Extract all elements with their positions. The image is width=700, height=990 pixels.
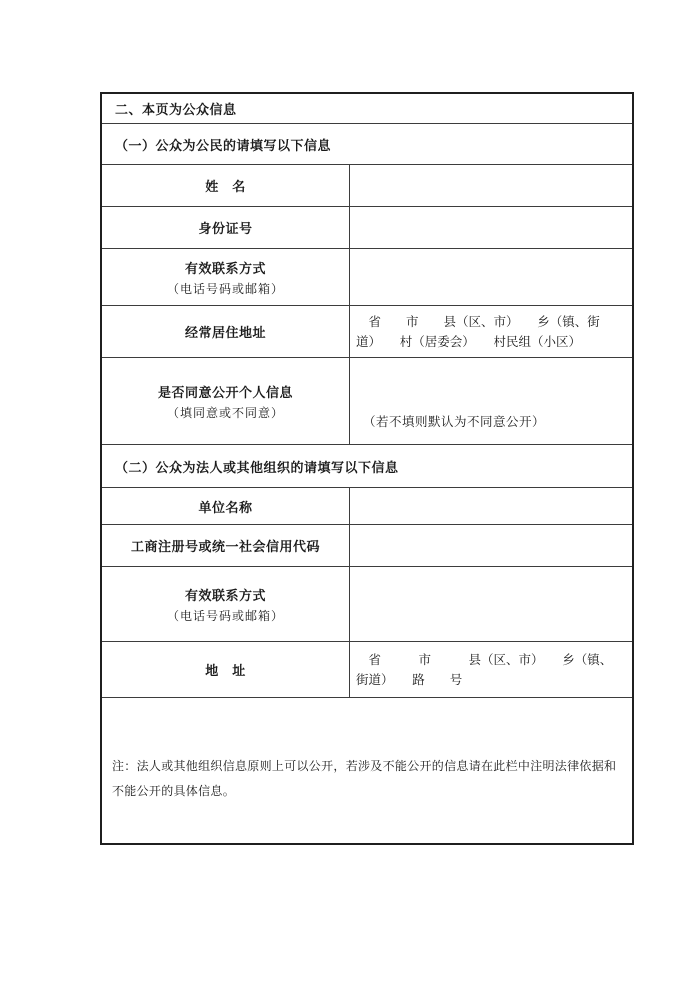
org-address-row — [102, 641, 632, 697]
org-contact-row — [102, 566, 632, 641]
id-number-label: 身份证号 — [198, 221, 253, 236]
id-number-label-cell — [102, 207, 350, 248]
org-address-template-line-1: 省 市 县（区、市） 乡（镇、 — [356, 652, 613, 667]
name-input-cell[interactable] — [350, 165, 632, 206]
residence-address-template-line-2: 道） 村（居委会） 村民组（小区） — [356, 334, 582, 349]
consent-row — [102, 357, 632, 444]
registration-number-row — [102, 524, 632, 566]
org-name-label-cell — [102, 488, 350, 524]
residence-address-row — [102, 305, 632, 357]
page-section-title: 二、本页为公众信息 — [115, 102, 237, 117]
org-contact-sublabel: （电话号码或邮箱） — [166, 608, 284, 623]
consent-label-cell — [102, 358, 350, 444]
org-name-input-cell[interactable] — [350, 488, 632, 524]
citizen-contact-label-cell — [102, 249, 350, 305]
org-name-label: 单位名称 — [198, 499, 253, 515]
residence-address-input-cell[interactable] — [350, 306, 632, 357]
legal-note: 注：法人或其他组织信息原则上可以公开，若涉及不能公开的信息请在此栏中注明法律依据和不能公开的具体信息。 — [112, 759, 617, 798]
name-label: 姓 名 — [205, 179, 246, 194]
org-address-input-cell[interactable] — [350, 642, 632, 697]
page-section-header-row — [102, 94, 632, 123]
consent-default-note: （若不填则默认为不同意公开） — [363, 415, 546, 429]
residence-address-template-line-1: 省 市 县（区、市） 乡（镇、街 — [356, 314, 600, 329]
residence-address-label-cell — [102, 306, 350, 357]
org-contact-label: 有效联系方式 — [184, 587, 266, 603]
id-number-row — [102, 206, 632, 248]
org-address-label-cell — [102, 642, 350, 697]
consent-input-cell[interactable] — [350, 358, 632, 444]
org-address-template-line-2: 街道） 路 号 — [356, 672, 463, 687]
org-address-label: 地 址 — [205, 663, 246, 678]
citizen-contact-sublabel: （电话号码或邮箱） — [166, 281, 284, 296]
citizen-section-header-row — [102, 123, 632, 164]
org-contact-label-cell — [102, 567, 350, 641]
consent-sublabel: （填同意或不同意） — [166, 405, 284, 420]
registration-number-label-cell — [102, 525, 350, 566]
form-table — [100, 92, 634, 845]
name-label-cell — [102, 165, 350, 206]
citizen-contact-input-cell[interactable] — [350, 249, 632, 305]
registration-number-input-cell[interactable] — [350, 525, 632, 566]
org-name-row — [102, 487, 632, 524]
org-contact-input-cell[interactable] — [350, 567, 632, 641]
name-row — [102, 164, 632, 206]
residence-address-label: 经常居住地址 — [184, 325, 266, 340]
organization-section-title: （二）公众为法人或其他组织的请填写以下信息 — [115, 459, 399, 475]
organization-section-header-row — [102, 444, 632, 487]
id-number-input-cell[interactable] — [350, 207, 632, 248]
citizen-contact-row — [102, 248, 632, 305]
registration-number-label: 工商注册号或统一社会信用代码 — [130, 539, 320, 554]
consent-label: 是否同意公开个人信息 — [157, 384, 293, 400]
citizen-section-title: （一）公众为公民的请填写以下信息 — [115, 137, 332, 153]
legal-note-row — [102, 697, 632, 843]
citizen-contact-label: 有效联系方式 — [184, 260, 266, 276]
